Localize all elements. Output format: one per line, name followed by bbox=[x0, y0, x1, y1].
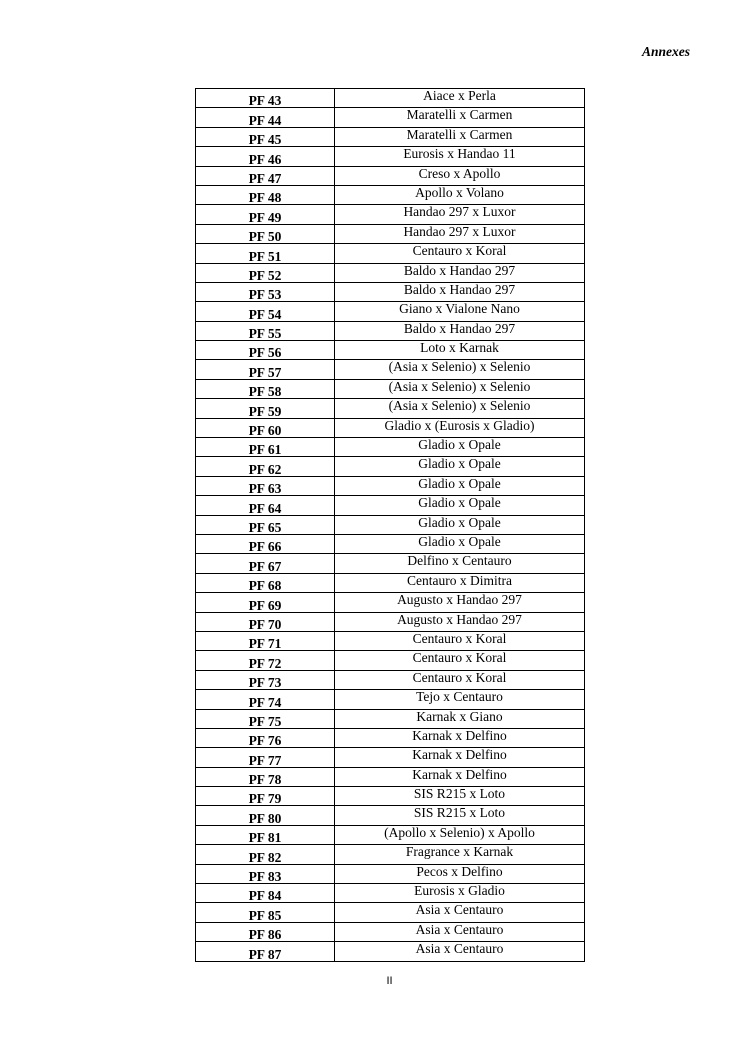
pf-code-cell: PF 79 bbox=[196, 787, 335, 806]
pf-code-cell: PF 78 bbox=[196, 767, 335, 786]
page-number: II bbox=[386, 975, 393, 987]
table-row bbox=[196, 825, 585, 844]
cross-cell: Baldo x Handao 297 bbox=[335, 321, 585, 340]
table-row bbox=[196, 185, 585, 204]
table-row bbox=[196, 612, 585, 631]
pf-code-cell: PF 73 bbox=[196, 670, 335, 689]
cross-cell: Gladio x Opale bbox=[335, 496, 585, 515]
pf-code-cell: PF 54 bbox=[196, 302, 335, 321]
table-row bbox=[196, 651, 585, 670]
pf-code-cell: PF 75 bbox=[196, 709, 335, 728]
cross-cell: Baldo x Handao 297 bbox=[335, 282, 585, 301]
table-row bbox=[196, 496, 585, 515]
table-row bbox=[196, 942, 585, 961]
table-row bbox=[196, 922, 585, 941]
pf-code-cell: PF 82 bbox=[196, 845, 335, 864]
cross-cell: (Apollo x Selenio) x Apollo bbox=[335, 825, 585, 844]
table-row bbox=[196, 127, 585, 146]
table-row bbox=[196, 690, 585, 709]
pf-code-cell: PF 66 bbox=[196, 534, 335, 553]
cross-cell: Pecos x Delfino bbox=[335, 864, 585, 883]
table-row bbox=[196, 263, 585, 282]
table-row bbox=[196, 360, 585, 379]
cross-cell: Centauro x Koral bbox=[335, 631, 585, 650]
pf-code-cell: PF 65 bbox=[196, 515, 335, 534]
pf-code-cell: PF 51 bbox=[196, 244, 335, 263]
cross-cell: Karnak x Delfino bbox=[335, 767, 585, 786]
pf-code-cell: PF 83 bbox=[196, 864, 335, 883]
cross-cell: Karnak x Giano bbox=[335, 709, 585, 728]
cross-cell: Eurosis x Handao 11 bbox=[335, 147, 585, 166]
table-row bbox=[196, 884, 585, 903]
cross-cell: Gladio x Opale bbox=[335, 534, 585, 553]
table-row bbox=[196, 670, 585, 689]
table-row bbox=[196, 787, 585, 806]
table-row bbox=[196, 166, 585, 185]
pf-code-cell: PF 56 bbox=[196, 341, 335, 360]
table-row bbox=[196, 748, 585, 767]
cross-cell: (Asia x Selenio) x Selenio bbox=[335, 379, 585, 398]
table-row bbox=[196, 379, 585, 398]
cross-cell: Gladio x Opale bbox=[335, 515, 585, 534]
cross-cell: Gladio x (Eurosis x Gladio) bbox=[335, 418, 585, 437]
table-row bbox=[196, 476, 585, 495]
table-row bbox=[196, 321, 585, 340]
cross-cell: (Asia x Selenio) x Selenio bbox=[335, 360, 585, 379]
table-row bbox=[196, 709, 585, 728]
table-row bbox=[196, 573, 585, 592]
table-row bbox=[196, 534, 585, 553]
table-row bbox=[196, 631, 585, 650]
table-row bbox=[196, 806, 585, 825]
table-row bbox=[196, 418, 585, 437]
pf-code-cell: PF 84 bbox=[196, 884, 335, 903]
cross-cell: Centauro x Koral bbox=[335, 651, 585, 670]
pf-code-cell: PF 58 bbox=[196, 379, 335, 398]
cross-cell: Karnak x Delfino bbox=[335, 748, 585, 767]
pf-code-cell: PF 60 bbox=[196, 418, 335, 437]
cross-cell: Handao 297 x Luxor bbox=[335, 224, 585, 243]
table-row bbox=[196, 244, 585, 263]
pf-code-cell: PF 72 bbox=[196, 651, 335, 670]
pf-code-cell: PF 76 bbox=[196, 728, 335, 747]
pf-code-cell: PF 77 bbox=[196, 748, 335, 767]
pf-table-body bbox=[196, 89, 585, 962]
pf-code-cell: PF 68 bbox=[196, 573, 335, 592]
table-row bbox=[196, 302, 585, 321]
pf-code-cell: PF 67 bbox=[196, 554, 335, 573]
pf-code-cell: PF 44 bbox=[196, 108, 335, 127]
cross-cell: Apollo x Volano bbox=[335, 185, 585, 204]
table-row bbox=[196, 767, 585, 786]
pf-code-cell: PF 64 bbox=[196, 496, 335, 515]
page-header-title: Annexes bbox=[641, 44, 690, 59]
table-row bbox=[196, 864, 585, 883]
table-row bbox=[196, 108, 585, 127]
pf-code-cell: PF 55 bbox=[196, 321, 335, 340]
cross-cell: Centauro x Koral bbox=[335, 670, 585, 689]
pf-crosses-table bbox=[195, 88, 585, 962]
pf-code-cell: PF 61 bbox=[196, 438, 335, 457]
table-row bbox=[196, 515, 585, 534]
table-row bbox=[196, 554, 585, 573]
cross-cell: Aiace x Perla bbox=[335, 89, 585, 108]
pf-code-cell: PF 46 bbox=[196, 147, 335, 166]
pf-code-cell: PF 49 bbox=[196, 205, 335, 224]
pf-code-cell: PF 71 bbox=[196, 631, 335, 650]
pf-code-cell: PF 47 bbox=[196, 166, 335, 185]
cross-cell: Asia x Centauro bbox=[335, 922, 585, 941]
table-row bbox=[196, 399, 585, 418]
cross-cell: Fragrance x Karnak bbox=[335, 845, 585, 864]
cross-cell: Handao 297 x Luxor bbox=[335, 205, 585, 224]
table-row bbox=[196, 224, 585, 243]
cross-cell: Karnak x Delfino bbox=[335, 728, 585, 747]
table-row bbox=[196, 341, 585, 360]
table-row bbox=[196, 438, 585, 457]
table-row bbox=[196, 205, 585, 224]
cross-cell: Creso x Apollo bbox=[335, 166, 585, 185]
cross-cell: Asia x Centauro bbox=[335, 903, 585, 922]
table-row bbox=[196, 457, 585, 476]
pf-code-cell: PF 53 bbox=[196, 282, 335, 301]
cross-cell: Giano x Vialone Nano bbox=[335, 302, 585, 321]
table-row bbox=[196, 903, 585, 922]
table-row bbox=[196, 593, 585, 612]
cross-cell: Maratelli x Carmen bbox=[335, 127, 585, 146]
pf-code-cell: PF 81 bbox=[196, 825, 335, 844]
pf-code-cell: PF 87 bbox=[196, 942, 335, 961]
cross-cell: Augusto x Handao 297 bbox=[335, 593, 585, 612]
pf-code-cell: PF 80 bbox=[196, 806, 335, 825]
cross-cell: Centauro x Koral bbox=[335, 244, 585, 263]
pf-code-cell: PF 85 bbox=[196, 903, 335, 922]
cross-cell: Gladio x Opale bbox=[335, 438, 585, 457]
pf-code-cell: PF 50 bbox=[196, 224, 335, 243]
pf-code-cell: PF 43 bbox=[196, 89, 335, 108]
pf-code-cell: PF 69 bbox=[196, 593, 335, 612]
cross-cell: Eurosis x Gladio bbox=[335, 884, 585, 903]
pf-code-cell: PF 70 bbox=[196, 612, 335, 631]
cross-cell: Gladio x Opale bbox=[335, 457, 585, 476]
cross-cell: SIS R215 x Loto bbox=[335, 787, 585, 806]
pf-code-cell: PF 48 bbox=[196, 185, 335, 204]
cross-cell: Centauro x Dimitra bbox=[335, 573, 585, 592]
cross-cell: Baldo x Handao 297 bbox=[335, 263, 585, 282]
cross-cell: Asia x Centauro bbox=[335, 942, 585, 961]
cross-cell: Tejo x Centauro bbox=[335, 690, 585, 709]
cross-cell: Loto x Karnak bbox=[335, 341, 585, 360]
table-row bbox=[196, 89, 585, 108]
pf-code-cell: PF 45 bbox=[196, 127, 335, 146]
cross-cell: Augusto x Handao 297 bbox=[335, 612, 585, 631]
table-row bbox=[196, 147, 585, 166]
pf-code-cell: PF 86 bbox=[196, 922, 335, 941]
cross-cell: Gladio x Opale bbox=[335, 476, 585, 495]
table-row bbox=[196, 728, 585, 747]
pf-code-cell: PF 62 bbox=[196, 457, 335, 476]
pf-code-cell: PF 63 bbox=[196, 476, 335, 495]
cross-cell: (Asia x Selenio) x Selenio bbox=[335, 399, 585, 418]
cross-cell: Maratelli x Carmen bbox=[335, 108, 585, 127]
pf-code-cell: PF 57 bbox=[196, 360, 335, 379]
table-row bbox=[196, 282, 585, 301]
table-row bbox=[196, 845, 585, 864]
pf-code-cell: PF 59 bbox=[196, 399, 335, 418]
cross-cell: Delfino x Centauro bbox=[335, 554, 585, 573]
pf-code-cell: PF 52 bbox=[196, 263, 335, 282]
cross-cell: SIS R215 x Loto bbox=[335, 806, 585, 825]
pf-code-cell: PF 74 bbox=[196, 690, 335, 709]
